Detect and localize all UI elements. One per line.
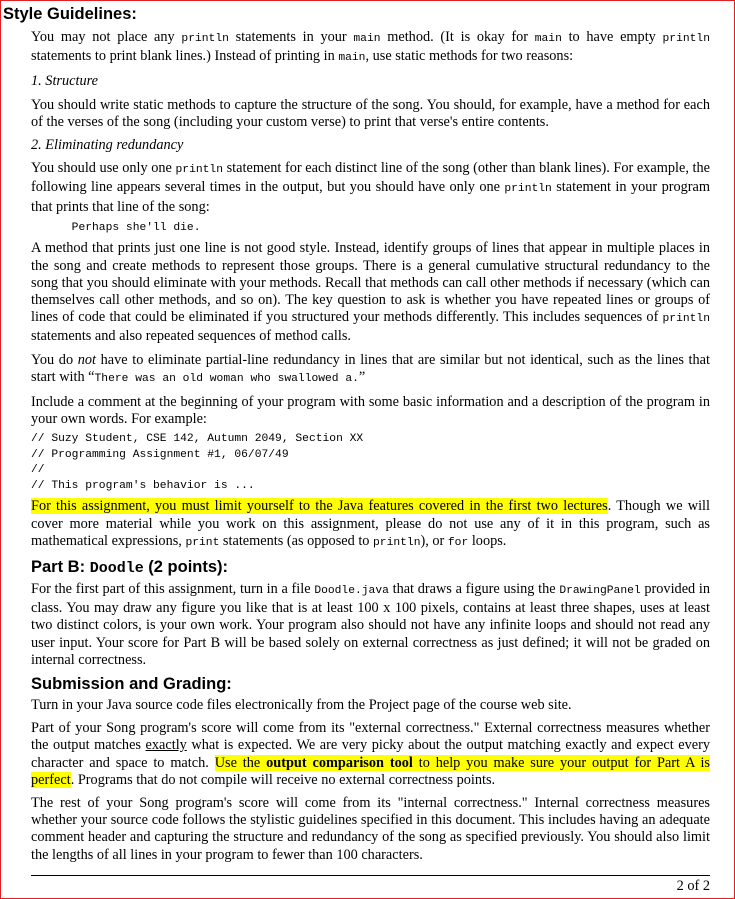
page-number: 2 of 2 <box>676 878 710 894</box>
style-paragraph-5: You do not have to eliminate partial-line redundancy in lines that are similar but not identical, such as the lines that start with “There was an old woman who swallowed a.” <box>31 351 710 385</box>
footer-divider <box>31 875 710 876</box>
submission-heading: Submission and Grading: <box>31 674 232 693</box>
style-paragraph-6: Include a comment at the beginning of your program with some basic information and a description of the program in your own words. For example: <box>31 393 710 428</box>
part-b-paragraph: For the first part of this assignment, turn in a file Doodle.java that draws a figure using the DrawingPanel provided in class. You may draw any figure you like that is at least 100 x 100 pixels, contains at least three shapes, uses at least two distinct colors, is your own work. Your program also should not have any infinite loops and should not read any user input. Your score for Part B will be based solely on external correctness as just defined; it will not be graded on internal correctness. <box>31 580 711 668</box>
subheading-structure: 1. Structure <box>31 73 98 90</box>
submission-paragraph-1: Turn in your Java source code files electronically from the Project page of the course web site. <box>31 696 572 713</box>
style-paragraph-4: A method that prints just one line is not good style. Instead, identify groups of lines that appear in multiple places in the song and create methods to represent those groups. There is a general cumulative structural redundancy to the song that you should eliminate with your methods. Recall that methods can call other methods if necessary (which can themselves call other methods, and so on). The key question to ask is whether you have repeated lines or groups of lines of code that could be eliminated if you structured your methods differently. This includes sequences of println statements and also repeated sequences of method calls. <box>31 240 710 345</box>
style-paragraph-2: You should write static methods to capture the structure of the song. You should, for example, have a method for each of the verses of the song (including your custom verse) to print that verse's entire contents. <box>31 96 710 130</box>
submission-paragraph-3: The rest of your Song program's score will come from its "internal correctness." Internal correctness measures whether your source code follows the stylistic guidelines specified in this document. This includes having an adequate comment header and capturing the structure and redundancy of the song as specified previously. You should also limit the lengths of all lines in your program to fewer than 100 characters. <box>31 795 710 863</box>
part-b-heading: Part B: Doodle (2 points): <box>31 557 229 577</box>
highlighted-text: For this assignment, you must limit yourself to the Java features covered in the first two lectures <box>31 498 608 515</box>
highlighted-text: Use the output comparison tool to help you make sure your output for Part A is perfect <box>31 754 710 788</box>
submission-paragraph-2: Part of your Song program's score will come from its "external correctness." External correctness measures whether the output matches exactly what is expected. We are very picky about the output matching exactly and expect every character and space to match. Use the output comparison tool to help you make sure your output for Part A is perfect. Programs that do not compile will receive no external correctness points. <box>31 720 710 788</box>
style-paragraph-7: For this assignment, you must limit yourself to the Java features covered in the first two lectures. Though we will cover more material while you work on this assignment, please do not use any of it in this program, such as mathematical expressions, print statements (as opposed to println), or for loops. <box>31 498 710 549</box>
code-comment-example: // Suzy Student, CSE 142, Autumn 2049, Section XX // Programming Assignment #1, 06/07/49 // // This program's behavior is ... <box>31 433 364 492</box>
style-paragraph-1: You may not place any println statements in your main method. (It is okay for main to have empty println statements to print blank lines.) Instead of printing in main, use static methods for two reasons: <box>31 29 710 65</box>
style-paragraph-3: You should use only one println statement for each distinct line of the song (other than blank lines). For example, the following line appears several times in the output, but you should have only one println statement in your program that prints that line of the song: <box>31 160 710 215</box>
style-guidelines-heading: Style Guidelines: <box>3 5 137 23</box>
subheading-redundancy: 2. Eliminating redundancy <box>31 137 184 154</box>
code-example-line: Perhaps she'll die. <box>31 221 201 234</box>
